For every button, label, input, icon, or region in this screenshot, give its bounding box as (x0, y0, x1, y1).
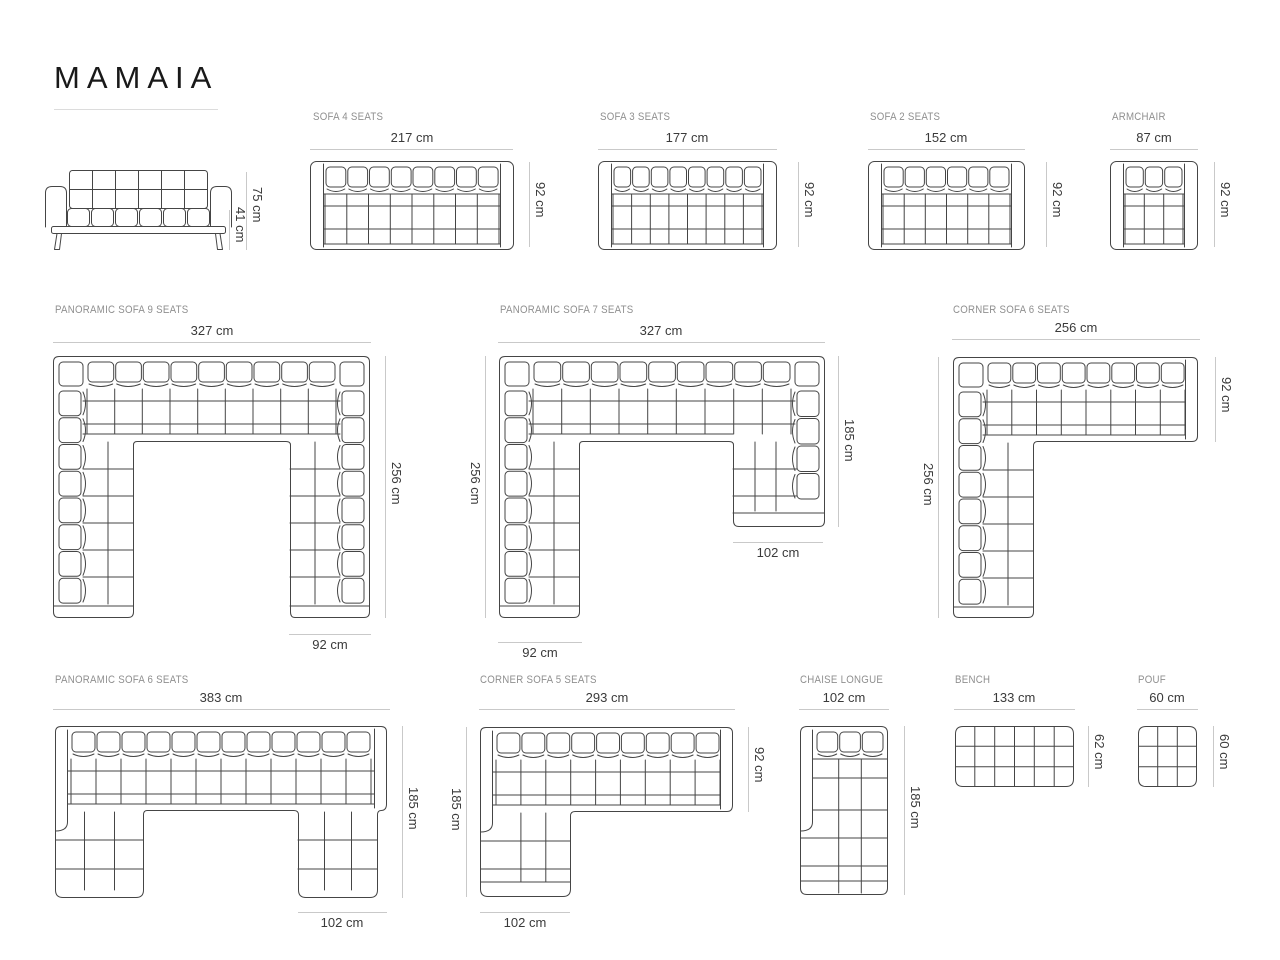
dim-line (838, 356, 839, 527)
dim-corner5-chaise: 102 cm (503, 915, 547, 930)
sofa-2-seats-top-view-drawing (868, 161, 1025, 250)
corner-sofa-6-seats-drawing (953, 357, 1198, 618)
label-armchair: ARMCHAIR (1112, 111, 1166, 123)
label-bench: BENCH (955, 674, 991, 686)
dim-armchair-depth: 92 cm (1218, 182, 1233, 218)
dim-line (385, 356, 386, 618)
panoramic-sofa-9-seats-drawing (53, 356, 370, 618)
armchair-top-view-drawing (1110, 161, 1198, 250)
dim-corner5-width: 293 cm (585, 690, 629, 705)
dim-sofa2-depth: 92 cm (1050, 182, 1065, 218)
dim-pano9-depth: 256 cm (389, 462, 404, 505)
panoramic-sofa-7-seats-drawing (499, 356, 825, 618)
bench-drawing (955, 726, 1074, 787)
dim-line (498, 642, 582, 643)
dim-pano9-module: 92 cm (312, 637, 348, 652)
label-panoramic-sofa-9-seats: PANORAMIC SOFA 9 SEATS (55, 304, 189, 316)
dim-chaise-depth: 185 cm (908, 786, 923, 829)
dim-line (954, 709, 1075, 710)
dim-line (868, 149, 1025, 150)
dim-line (904, 726, 905, 895)
label-pouf: POUF (1138, 674, 1166, 686)
label-panoramic-sofa-6-seats: PANORAMIC SOFA 6 SEATS (55, 674, 189, 686)
dim-bench-width: 133 cm (992, 690, 1036, 705)
dim-pano7-width: 327 cm (639, 323, 683, 338)
sofa-4-seats-top-view-drawing (310, 161, 514, 250)
dim-sofa3-depth: 92 cm (802, 182, 817, 218)
dim-line (298, 912, 387, 913)
dim-line (1088, 726, 1089, 787)
dim-line (480, 912, 570, 913)
label-sofa-3-seats: SOFA 3 SEATS (600, 111, 671, 123)
dim-pano9-width: 327 cm (190, 323, 234, 338)
dim-line (289, 634, 371, 635)
dim-line (402, 726, 403, 898)
collection-title: MAMAIA (54, 60, 219, 95)
label-sofa-4-seats: SOFA 4 SEATS (313, 111, 384, 123)
dim-line (798, 162, 799, 247)
dim-line (1110, 149, 1198, 150)
dim-line (310, 149, 513, 150)
dim-pano6-module: 102 cm (320, 915, 364, 930)
dim-sofa3-width: 177 cm (665, 130, 709, 145)
dim-line (485, 356, 486, 618)
pouf-drawing (1138, 726, 1197, 787)
title-underline (54, 109, 218, 110)
dim-corner6-depth-left: 256 cm (921, 463, 936, 506)
dim-line (479, 709, 735, 710)
dim-sofa2-width: 152 cm (924, 130, 968, 145)
sofa-3-seats-top-view-drawing (598, 161, 777, 250)
dim-corner6-depth-right: 92 cm (1219, 377, 1234, 413)
dim-line (598, 149, 777, 150)
dim-front-total-height: 75 cm (250, 187, 265, 223)
corner-sofa-5-seats-drawing (480, 727, 733, 897)
dim-line (748, 727, 749, 812)
dim-line (498, 342, 825, 343)
dim-armchair-width: 87 cm (1136, 130, 1172, 145)
dim-line (1137, 709, 1198, 710)
dim-chaise-width: 102 cm (822, 690, 866, 705)
dim-line (1215, 357, 1216, 442)
dim-line (53, 342, 371, 343)
panoramic-sofa-6-seats-drawing (55, 726, 387, 898)
dim-pouf-depth: 60 cm (1217, 734, 1232, 770)
dim-pano7-module: 92 cm (522, 645, 558, 660)
dim-line (1046, 162, 1047, 247)
dim-pano7-chaise: 102 cm (756, 545, 800, 560)
dim-pano7-depth-left: 256 cm (468, 462, 483, 505)
dim-line (938, 357, 939, 618)
dim-line (799, 709, 889, 710)
chaise-longue-drawing (800, 726, 888, 895)
dim-pouf-width: 60 cm (1149, 690, 1185, 705)
dim-pano6-width: 383 cm (199, 690, 243, 705)
dim-front-seat-height: 41 cm (233, 207, 248, 243)
dim-line (1214, 162, 1215, 247)
label-panoramic-sofa-7-seats: PANORAMIC SOFA 7 SEATS (500, 304, 634, 316)
dim-sofa4-width: 217 cm (390, 130, 434, 145)
dim-line (952, 339, 1200, 340)
dim-pano7-depth-right: 185 cm (842, 419, 857, 462)
dim-line (53, 709, 390, 710)
dim-corner6-width: 256 cm (1054, 320, 1098, 335)
label-chaise-longue: CHAISE LONGUE (800, 674, 884, 686)
dim-pano6-depth: 185 cm (406, 787, 421, 830)
dim-bench-depth: 62 cm (1092, 734, 1107, 770)
label-corner-sofa-5-seats: CORNER SOFA 5 SEATS (480, 674, 597, 686)
dim-corner5-depth-right: 92 cm (752, 747, 767, 783)
dim-line (1213, 726, 1214, 787)
dim-line (529, 162, 530, 247)
sofa-front-view-drawing (45, 170, 232, 252)
dim-sofa4-depth: 92 cm (533, 182, 548, 218)
label-sofa-2-seats: SOFA 2 SEATS (870, 111, 941, 123)
dim-corner5-depth-left: 185 cm (449, 788, 464, 831)
label-corner-sofa-6-seats: CORNER SOFA 6 SEATS (953, 304, 1070, 316)
dim-line (466, 727, 467, 897)
